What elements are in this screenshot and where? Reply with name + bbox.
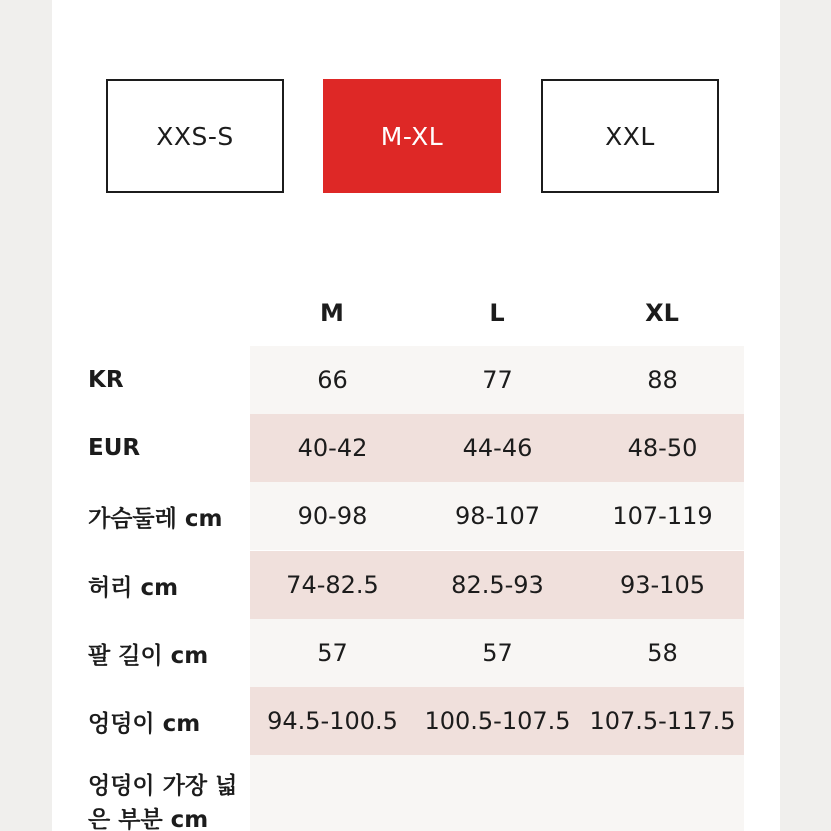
table-cell: 66	[317, 366, 348, 394]
column-header-l: L	[489, 299, 505, 327]
table-cell: 58	[647, 639, 678, 667]
table-row	[52, 414, 780, 482]
table-row	[52, 551, 780, 619]
table-row	[52, 687, 780, 755]
table-cell: 90-98	[297, 502, 368, 530]
column-header-m: M	[320, 299, 344, 327]
table-cell: 107-119	[612, 502, 713, 530]
table-cell: 93-105	[619, 571, 705, 599]
row-label: 엉덩이 가장 넓은 부분 cm	[88, 773, 238, 831]
size-tab-m-xl[interactable]: M-XL	[323, 79, 501, 193]
table-cell: 44-46	[462, 434, 533, 462]
row-label: 엉덩이 cm	[88, 710, 201, 737]
size-tab-xxl[interactable]: XXL	[541, 79, 719, 193]
row-label: EUR	[88, 435, 141, 461]
table-row	[52, 619, 780, 687]
table-row	[52, 482, 780, 550]
table-cell: 88	[647, 366, 678, 394]
table-cell: 94.5-100.5	[267, 707, 398, 735]
row-label: 허리 cm	[88, 574, 179, 601]
table-cell	[250, 755, 415, 831]
table-row	[52, 346, 780, 414]
table-cell: 57	[482, 639, 513, 667]
row-label: KR	[88, 367, 124, 393]
table-cell	[415, 755, 580, 831]
table-cell	[580, 755, 745, 831]
size-tab-xxs-s[interactable]: XXS-S	[106, 79, 284, 193]
table-cell: 107.5-117.5	[589, 707, 736, 735]
column-header-xl: XL	[645, 299, 679, 327]
table-cell: 77	[482, 366, 513, 394]
table-cell: 40-42	[297, 434, 368, 462]
row-label: 가슴둘레 cm	[88, 505, 223, 532]
table-cell: 100.5-107.5	[424, 707, 571, 735]
table-cell: 82.5-93	[451, 571, 544, 599]
table-row	[52, 755, 780, 831]
table-cell: 98-107	[454, 502, 540, 530]
table-cell: 57	[317, 639, 348, 667]
table-cell: 74-82.5	[286, 571, 379, 599]
table-cell: 48-50	[627, 434, 698, 462]
row-label: 팔 길이 cm	[88, 642, 209, 669]
size-guide-panel	[52, 0, 780, 831]
